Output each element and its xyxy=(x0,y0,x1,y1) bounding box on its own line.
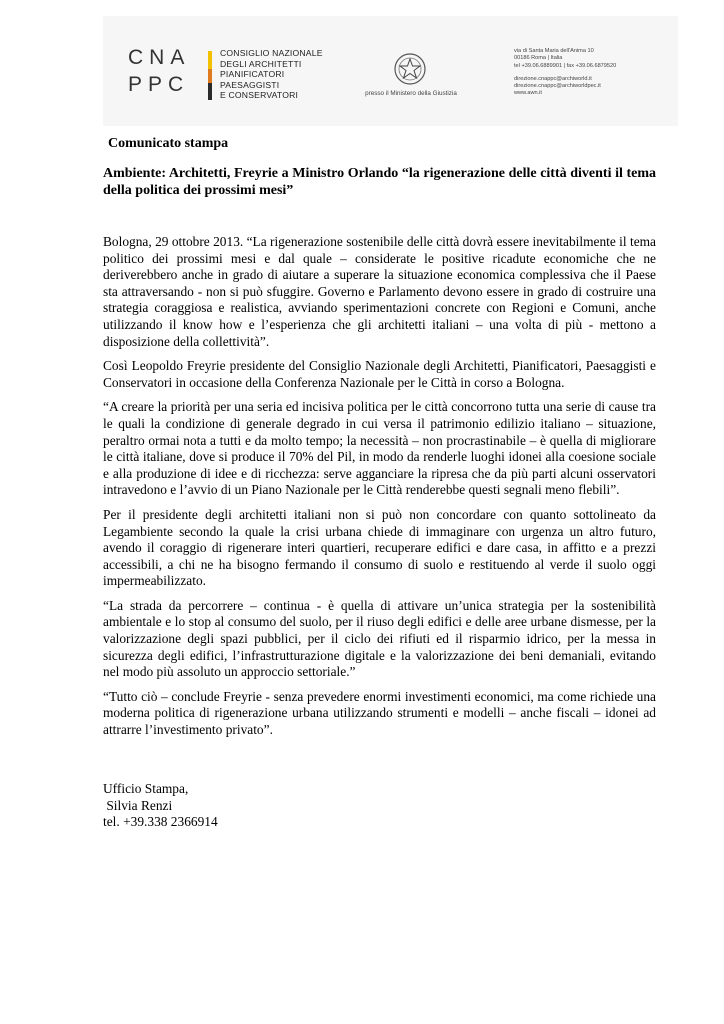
body-text xyxy=(103,234,656,747)
email-link[interactable]: direzione.cnappc@archiworld.it xyxy=(514,75,592,82)
org-name-line: CONSIGLIO NAZIONALE xyxy=(220,48,323,58)
headline: Ambiente: Architetti, Freyrie a Ministro Orlando “la rigenerazione delle città diventi il tema della politica dei prossimi mesi” xyxy=(103,166,656,198)
republic-emblem-icon xyxy=(392,51,428,87)
logo-bar-dark xyxy=(208,83,212,100)
paragraph: “A creare la priorità per una seria ed incisiva politica per le città concorrono tutta una serie di cause tra le quali la condizione di generale degrado in cui versa il patrimonio edilizio italiano – situazione, peraltro ormai nota a tutti e da molto tempo; la necessità – non procrastinabile – è quella di migliorare le città italiane, dove si produce il 70% del Pil, in modo da renderle luoghi idonei alla coesione sociale e alla produzione di idee e di ricchezza: serve agganciare la ripresa che da più parti alcuni osservatori intravedono e l’avvio di un Piano Nazionale per le Città renderebbe questi segnali meno flebili”. xyxy=(103,399,656,498)
ministry-caption: presso il Ministero della Giustizia xyxy=(365,90,457,97)
address-line: 00186 Roma | Italia xyxy=(514,55,563,62)
logo-letters xyxy=(128,44,208,104)
logo-line-1: CNA xyxy=(128,46,191,69)
email-link[interactable]: direzione.cnappc@archiworldpec.it xyxy=(514,83,601,90)
address-line: via di Santa Maria dell'Anima 10 xyxy=(514,48,594,54)
cnappc-logo xyxy=(128,44,338,104)
signature-line: Silvia Renzi xyxy=(103,797,173,813)
paragraph: Bologna, 29 ottobre 2013. “La rigenerazione sostenibile delle città dovrà essere inevitabilmente il tema politico dei prossimi mesi e dal quale – considerate le positive ricadute economiche che ne deriverebbero anche in grado di aiutare a superare la situazione economica complessiva che il Paese sta attraversando - non si può sfuggire. Governo e Parlamento devono essere in grado di costruire una strategia coraggiosa e realistica, avviando sperimentazioni concrete con Regioni e Comuni, anche utilizzando il know how e l’esperienza che gli architetti italiani – una volta di più - mettono a disposizione della collettività”. xyxy=(103,234,656,349)
logo-bar-orange xyxy=(208,69,212,83)
website-link[interactable]: www.awn.it xyxy=(514,90,542,97)
document-type: Comunicato stampa xyxy=(108,136,229,151)
org-name-line: E CONSERVATORI xyxy=(220,90,299,101)
org-name-line: PIANIFICATORI xyxy=(220,69,285,80)
paragraph: “Tutto ciò – conclude Freyrie - senza prevedere enormi investimenti economici, ma come richiede una moderna politica di rigenerazione urbana utilizzando strumenti e modelli – anche fiscali – idonei ad attrarre l’investimento privato”. xyxy=(103,688,656,738)
paragraph: Così Leopoldo Freyrie presidente del Consiglio Nazionale degli Architetti, Pianificatori, Paesaggisti e Conservatori in occasione della Conferenza Nazionale per le Città in corso a Bologna. xyxy=(103,358,656,390)
paragraph: “La strada da percorrere – continua - è quella di attivare un’unica strategia per la sostenibilità ambientale e lo stop al consumo del suolo, per il riuso degli edifici e delle aree urbane dismesse, per la valorizzazione degli spazi pubblici, per il ciclo dei rifiuti ed il risparmio idrico, per la messa in sicurezza degli edifici, l’infrastrutturazione digitale e la valorizzazione dei beni demaniali, evitando nel modo più assoluto un approccio settoriale.” xyxy=(103,597,656,680)
contact-block xyxy=(514,48,674,98)
logo-line-2: PPC xyxy=(128,73,190,96)
org-name-line: PAESAGGISTI xyxy=(220,79,280,90)
paragraph: Per il presidente degli architetti italiani non si può non concordare con quanto sottolineato da Legambiente secondo la quale la crisi urbana chiede di immaginare con urgenza un altro futuro, avendo il coraggio di rigenerare interi quartieri, recuperare edifici e dare casa, in affitto e a prezzi accessibili, a chi ne ha bisogno fermando il consumo di suolo e restituendo al verde il suolo oggi impermeabilizzato. xyxy=(103,506,656,589)
signature-phone: tel. +39.338 2366914 xyxy=(103,814,218,830)
org-name-line: DEGLI ARCHITETTI xyxy=(220,58,302,69)
signature-line: Ufficio Stampa, xyxy=(103,781,189,796)
logo-bar-yellow xyxy=(208,51,212,69)
address-line: tel +39.06.6889901 | fax +39.06.6879520 xyxy=(514,62,617,69)
org-name xyxy=(220,48,338,101)
press-office-signature xyxy=(103,781,218,831)
